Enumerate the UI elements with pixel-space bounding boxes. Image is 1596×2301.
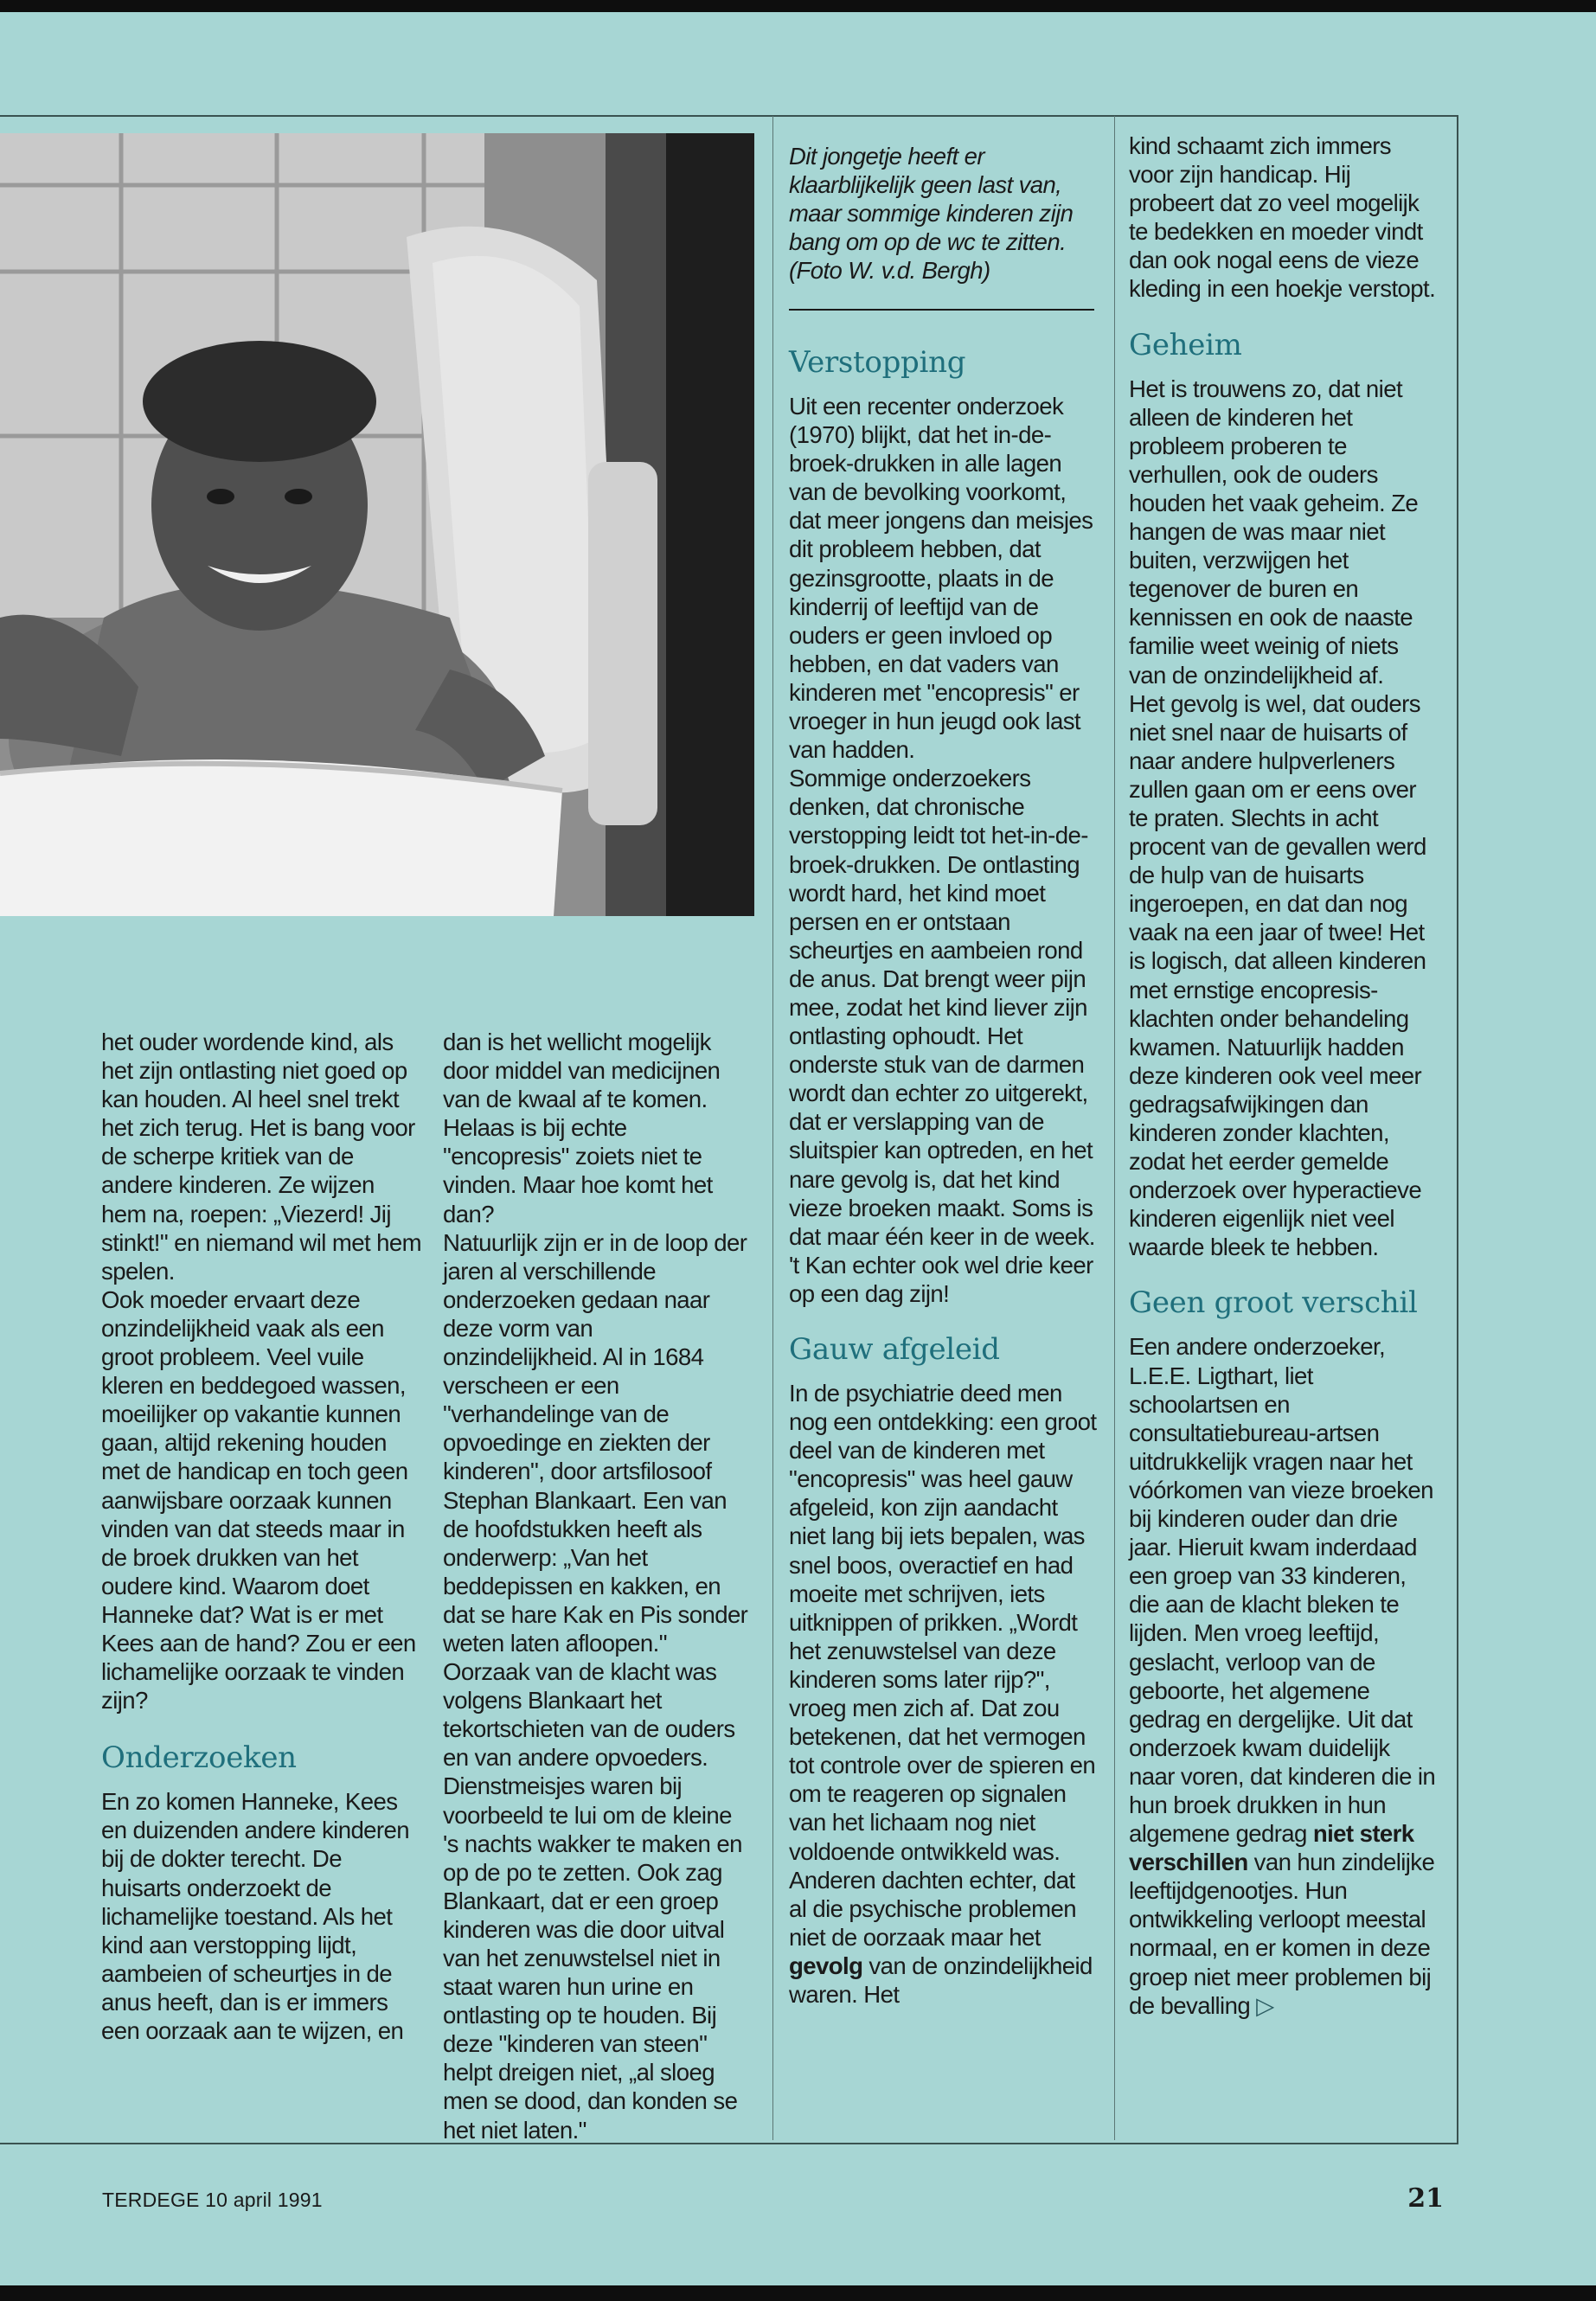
column-3-paragraph-3: In de psychiatrie deed men nog een ontdekking: een groot deel van de kinderen met "encopresis" was heel gauw afgeleid, kon zijn aandacht niet lang bij iets bepalen, was snel boos, overactief en had moeite met schrijven, iets uitknippen of prikken. „Wordt het zenuwstelsel van deze kinderen soms later rijp?", vroeg men zich af. Dat zou betekenen, dat het vermogen tot controle over de spieren en om te reageren op signalen van het lichaam nog niet voldoende ontwikkeld was. bbox=[789, 1380, 1097, 1865]
child-on-toilet-photo bbox=[0, 133, 754, 916]
column-3-paragraph-4-text-a: Anderen dachten echter, dat al die psychische problemen niet de oorzaak maar het bbox=[789, 1866, 1076, 1951]
column-2-paragraph-1: dan is het wellicht mogelijk door middel van medicijnen van de kwaal af te komen. Helaas is bij echte "encopresis" zoiets niet te vinden. Maar hoe komt het dan? bbox=[443, 1029, 721, 1227]
top-rule bbox=[0, 115, 1458, 117]
column-4-paragraph-4-text-a: Een andere onderzoeker, L.E.E. Ligthart, liet schoolartsen en consultatiebureau-artsen uitdrukkelijk vragen naar het vóórkomen van vieze broeken bij kinderen ouder dan drie jaar. Hieruit kwam inderdaad een groep van 33 kinderen, die aan de klacht bleken te lijden. Men vroeg leeftijd, geslacht, verloop van de geboorte, het algemene gedrag en dergelijke. Uit dat onderzoek kwam duidelijk naar voren, dat kinderen die in hun broek drukken in hun algemene gedrag bbox=[1129, 1333, 1436, 1848]
emphasis-gevolg: gevolg bbox=[789, 1952, 863, 1979]
column-4-paragraph-3: Het gevolg is wel, dat ouders niet snel naar de huisarts of naar andere hulpverleners zullen gaan om er eens over te praten. Slechts in acht procent van de gevallen werd de hulp van de huisarts ingeroepen, en dat dan nog vaak na een jaar of twee! Het is logisch, dat alleen kinderen met ernstige encopresis-klachten onder behandeling kwamen. Natuurlijk hadden deze kinderen ook veel meer gedragsafwijkingen dan kinderen zonder klachten, zodat het eerder gemelde onderzoek over hyperactieve kinderen eigenlijk niet veel waarde bleek te hebben. bbox=[1129, 689, 1426, 1261]
column-4-paragraph-2: Het is trouwens zo, dat niet alleen de kinderen het probleem proberen te verhullen, ook de ouders houden het vaak geheim. Ze hangen de was maar niet buiten, verzwijgen het tegenover de buren en kennissen en ook de naaste familie weet weinig of niets van de onzindelijkheid af. bbox=[1129, 375, 1419, 689]
column-3-paragraph-4 bbox=[789, 1866, 1097, 2009]
column-4 bbox=[1129, 131, 1440, 2020]
column-3 bbox=[789, 345, 1097, 2009]
column-2 bbox=[443, 1028, 753, 2144]
column-3-paragraph-1: Uit een recenter onderzoek (1970) blijkt, dat het in-de-broek-drukken in alle lagen van de bevolking voorkomt, dat meer jongens dan meisjes dit probleem hebben, dat gezinsgrootte, plaats in de kinderrij of leeftijd van de ouders er geen invloed op hebben, en dat vaders van kinderen met "encopresis" er vroeger in hun jeugd ook last van hadden. bbox=[789, 393, 1093, 764]
heading-onderzoeken: Onderzoeken bbox=[101, 1740, 297, 1776]
column-1 bbox=[101, 1028, 421, 2045]
column-3-paragraph-4-text-c: van de onzindelijkheid waren. Het bbox=[789, 1952, 1093, 2008]
caption-rule bbox=[789, 309, 1094, 311]
column-1-paragraph-2: Ook moeder ervaart deze onzindelijkheid vaak als een groot probleem. Veel vuile kleren en beddegoed wassen, moeilijker op vakantie kunnen gaan, altijd rekening houden met de handicap en toch geen aanwijsbare oorzaak kunnen vinden van dat steeds maar in de broek drukken van het oudere kind. Waarom doet Hanneke dat? Wat is er met Kees aan de hand? Zou er een lichamelijke oorzaak te vinden zijn? bbox=[101, 1285, 416, 1715]
page-number: 21 bbox=[1407, 2183, 1444, 2214]
column-4-paragraph-1: kind schaamt zich immers voor zijn handicap. Hij probeert dat zo veel mogelijk te bedekken en moeder vindt dan ook nogal eens de vieze kleding in een hoekje verstopt. bbox=[1129, 132, 1436, 303]
heading-gauw-afgeleid: Gauw afgeleid bbox=[789, 1332, 1000, 1367]
column-3-paragraph-2: Sommige onderzoekers denken, dat chronische verstopping leidt tot het-in-de-broek-drukken. De ontlasting wordt hard, het kind moet persen en er ontstaan scheurtjes en aambeien rond de anus. Dat brengt weer pijn mee, zodat het kind liever zijn ontlasting ophoudt. Het onderste stuk van de darmen wordt dan echter zo uitgerekt, dat er verslapping van de sluitspier kan optreden, en het nare gevolg is, dat het kind vieze broeken maakt. Soms is dat maar één keer in de week. 't Kan echter ook wel drie keer op een dag zijn! bbox=[789, 765, 1095, 1307]
column-4-paragraph-4 bbox=[1129, 1332, 1440, 2019]
column-2-paragraph-2: Natuurlijk zijn er in de loop der jaren al verschillende onderzoeken gedaan naar deze vorm van onzindelijkheid. Al in 1684 verscheen er een "verhandelinge van de opvoedinge en ziekten der kinderen", door artsfilosoof Stephan Blankaart. Een van de hoofdstukken heeft als onderwerp: „Van het beddepissen en kakken, en dat se hare Kak en Pis sonder weten laten afloopen." Oorzaak van de klacht was volgens Blankaart het tekortschieten van de ouders en van andere opvoeders. Dienstmeisjes waren bij voorbeeld te lui om de kleine 's nachts wakker te maken en op de po te zetten. Ook zag Blankaart, dat er een groep kinderen was die door uitval van het zenuwstelsel niet in staat waren hun urine en ontlasting op te houden. Bij deze "kinderen van steen" helpt dreigen niet, „al sloeg men se dood, dan konden se het niet laten." bbox=[443, 1228, 748, 2144]
photo-caption: Dit jongetje heeft er klaarblijkelijk geen last van, maar sommige kinderen zijn bang om op de wc te zitten. (Foto W. v.d. Bergh) bbox=[789, 143, 1074, 284]
footer-publication: TERDEGE 10 april 1991 bbox=[102, 2189, 323, 2211]
column-divider-3-4 bbox=[1114, 116, 1115, 2140]
right-rule bbox=[1457, 115, 1458, 2144]
column-1-paragraph-3: En zo komen Hanneke, Kees en duizenden andere kinderen bij de dokter terecht. De huisarts onderzoekt de lichamelijke toestand. Als het kind aan verstopping lijdt, aambeien of scheurtjes in de anus heeft, dan is er immers een oorzaak aan te wijzen, en bbox=[101, 1788, 410, 2044]
heading-verstopping: Verstopping bbox=[789, 345, 966, 380]
heading-geen-groot-verschil: Geen groot verschil bbox=[1129, 1285, 1418, 1321]
heading-geheim: Geheim bbox=[1129, 327, 1242, 362]
column-divider-2-3 bbox=[772, 116, 773, 2140]
continue-arrow-icon: ▷ bbox=[1256, 1991, 1274, 2019]
scan-top-border bbox=[0, 0, 1596, 12]
emphasis-niet-sterk-verschillen: niet sterk verschillen bbox=[1129, 1820, 1414, 1876]
column-4-paragraph-4-text-c: van hun zindelijke leeftijdgenootjes. Hun ontwikkeling verloopt meestal normaal, en er komen in deze groep niet meer problemen bij de bevalling bbox=[1129, 1849, 1435, 2019]
magazine-page bbox=[0, 12, 1596, 2285]
column-1-paragraph-1: het ouder wordende kind, als het zijn ontlasting niet goed op kan houden. Al heel snel trekt het zich terug. Het is bang voor de scherpe kritiek van de andere kinderen. Ze wijzen hem na, roepen: „Viezerd! Jij stinkt!" en niemand wil met hem spelen. bbox=[101, 1029, 422, 1285]
